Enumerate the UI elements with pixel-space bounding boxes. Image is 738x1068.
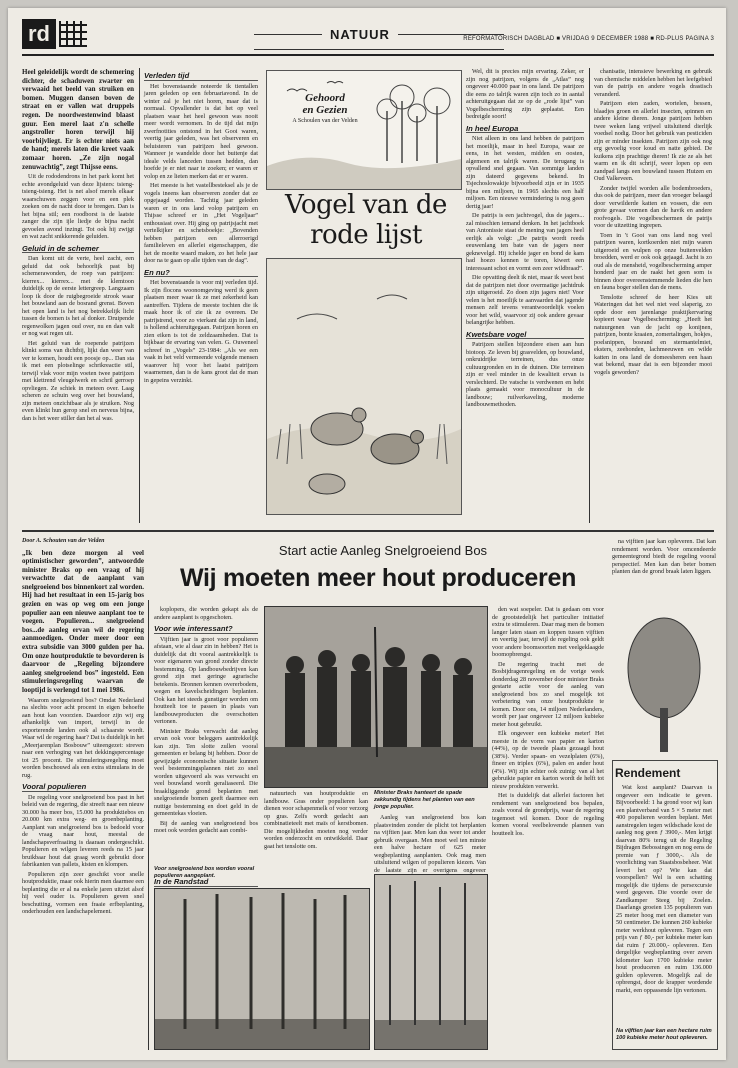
article2-paragraph: De regering tracht met de Bosbijdragenregeling en de vorige week donderdag 28 november door minister Braks gestarte actie voor de aanleg van snelgroeiend bos zo snel mogelijk tot verbetering van onze houtproduktie te komen. Door ons, 14 miljoen Nederlanders, wordt per jaar ongeveer 12 miljoen kubieke meter hout gebruikt. [492, 660, 604, 728]
publication-info: REFORMATORISCH DAGBLAD ■ VRIJDAG 9 DECEMBER 1988 ■ RD-PLUS PAGINA 3 [463, 36, 714, 42]
article1-column-2 [144, 68, 258, 523]
article2-column-1 [22, 538, 144, 1050]
article2-paragraph: den wat soepeler. Dat is gedaan om voor de grootstedelijk het particulier initiatief extra te stimuleren. Daar mag men de bomen langer laten staan en koppen tussen vijftien en veertig jaar, terwijl de regeling ook geldt voor andere boomsoorten met veelgeklaagde boomopbrengst. [492, 606, 604, 658]
article2-headline: Wij moeten meer hout produceren [179, 564, 577, 592]
article2-paragraph: Bij de aanleg van snelgroeiend bos moet ook worden gedacht aan combi- [154, 819, 258, 834]
article2-paragraph: Vijftien jaar is groot voor populieren afstaan, wie al daar zin in hebben? Het is duidelijk dat dit vooral aantrekkelijk is voor eigenaren van grond zonder directe bestemming. Op landbouwbedrijven kan grond zijn met geringe agrarische betekenis. Bronnen kennen overerbodem, wegen en kavelscheidingen beplanten. Ook kan het steeds gunstiger worden om houtteelt toe te passen in plaats van landbouwproducten die overschotten vertonen. [154, 635, 258, 725]
newspaper-page [8, 8, 726, 1060]
article2-column-3 [374, 814, 486, 874]
column-logo-line-2: en Gezien [302, 104, 348, 116]
article1-paragraph: Zonder twijfel worden alle bodembroeders, dus ook de patrijzen, meer dan vroeger belaagd door verwilderde katten en vossen, die een grote gevaar vormen dan de havik en andere roofvogels. Die vogelbeschermen de patrijs voor de uitzetting ingrepen. [594, 184, 712, 229]
article1-paragraph: Het bovenstaande noteerde ik tientallen jaren geleden op een februariavond. In de winter zal je het niet horen, maar dat is normaal. Opvallender is dat het op veel plaatsen waar het heel gewoon was nooit meer wordt vernomen. In de tijd dat mijn zwerfnotities ontstond in het Gooi waren, veertig jaar geleden, was het observeren en beluisteren van patrijzen heel gewoon. Wanneer je wandelde door het buitenje dat ideale velds lanceden tussen hedden, dan hoefde je er niet naar te zoeken; er waren er volop en ze lieten merken dat er er waren. [144, 82, 258, 180]
article1-paragraph: Het bovenstaande is voor mij verleden tijd. Ik zijn flocons woonomgeving werd ik geen plaatsen meer waar ik ze met zekerheid kan aantreffen. Tijdens de meeste tochten die ik maak hoor ik of zie ik ze overeen. De patrijstrend, voor zo vierkant dat zijn in land, is hollend achteruitgegaan. Patrijzen horen en zien eiken is tot de zeldzaamheden. Dat is bijkbaar de ervaring van velen. G. Ouweneel schreef in „Vogels” 23-1984: „Als we een vaak in het veld vermeende volgende mensen waarover hij voor het laatst patrijzen waarnemen, dan is de kans groot dat de man in gepeins verzinkt. [144, 279, 258, 384]
article2-paragraph: De regeling voor snelgroeiend bos past in het beleid van de regering, die streeft naar een nieuw 30.000 ha meer bos, 15.000 ha produktiebos en 20.000 km extra weg- en groenbeplanting. Aanplant van snelgroeiend bos is bedoeld voor de vraag naar hout, meestal de landschapsverfraaiing is daaraan ondergeschikt. Populieren en wilgen leveren reeds na 15 jaar bruikbaar hout dat graag wordt gebruikt door fabrikanten van pallets, kisten en klompen. [22, 793, 144, 869]
partridge-drawing [267, 259, 461, 514]
article2-paragraph: na vijftien jaar kan opleveren. Dat kan rendement worden. Voor omcendeerde gemeentegrond biedt de regeling vooral perspectief. Men kan dan beter bomen planten dan de grond braak laten liggen. [612, 538, 716, 575]
article1-headline: Vogel van de rode lijst [285, 190, 447, 250]
article-separator [22, 530, 714, 532]
article1-subheading: En nu? [144, 269, 258, 278]
article2-paragraph: Wat kost aanplant? Daarvan is ongeveer een indicatie te geven. Bijvoorbeeld: 1 ha grond voor wij kan een plantverband van 5 × 5 meter met 400 populieren worden beplant. Met aanstregelen tegen wildschade kost de aanleg nog geen ƒ 3900,-. Men krijgt daarvan 80% terug uit de Regeling Bijdragen Bebossingen en nog eens de premie van ƒ 3000,-. Als de voorlichting van Staatsbosbeheer. Wat levert het op? Wie kan dat voorspellen? Wel is een schatting mogelijk die tijdens de persexcursie werd gegeven. Die voorde over de Zandkamper Steeg bij Zoelen. Daarlangs groeien 135 populieren van 25 meter hoog met een diameter van 50 centimeter. De kunnen 260 kubieke meter werkhout opleveren. Tegen een prijs van ƒ 80,- per kubieke meter kan dat ruim ƒ 20.000,- opleveren. Een dergelijke wegbeplanting over zeven kilometer kan 1700 kubieke meter hout produceren en ruim 136.000 gulden opleveren. Mogelijk zal de opbrengst, door de krapper wordende markt, een oppassende lijn vertonen. [616, 784, 712, 994]
article1-paragraph: Niet alleen in ons land hebben de patrijzen het moeilijk, maar in heel Europa, waar ze eens, in het westen, midden en oosten, algemeen en talrijk waren. De terugang is opvallend snel gegaan. Van sommige landen zijn dateerd gegevens bekend. In Tsjechoslowakije bijvoorbeeld zijn er in 1935 bijna een miljoen, in 1965 slechts een half miljoen. Een nieuwe vermindering is nog geen dertig jaar! [466, 135, 584, 210]
article1-subheading: Geluid in de schemer [22, 245, 134, 254]
article2-kicker: Start actie Aanleg Snelgroeiend Bos [278, 543, 488, 558]
article1-paragraph: Tenslotte schreef de heer Kies uit Wateringen dat het wel niet veel slaperig, zo opde door een jarenlange praktijkervaring kopieert waar Vogelbescherming: „Heeft het natuurgenen van de jacht op konijnen, patrijzen, bonte kraaien, zomertalingen, hokjes, poelsnippen, bosrand en stermantelmiet, eksters, zeehonden, lachmeeuwen en wilde katten in ons land de domeesheren een haan wat bekend, maar dat is een bijzonder mooi vogels geworden? [594, 293, 712, 376]
article2-subheading: Vooral populieren [22, 783, 144, 792]
article2-paragraph: Minister Braks verwacht dat aanleg ervan ook voor beleggers aantrekkelijk kan zijn. Ten slotte zullen vooral gemeenten er belang bij hebben. Door de gewijzigde economische situatie kunnen veel bestemmingsplannen niet zo snel worden uitgevoerd als was verwacht en veel bouwland wordt geraliaseerd. Die braakliggende grond beplanten met snelgroeiende bomen geeft daarmee een nuttige bestemming en doet geld in de gemeentekas vloeien. [154, 727, 258, 817]
article1-paragraph: Patrijzen eten zaden, wortelen, bessen, blaadjes groen en allerlei insecten, spinnen en andere kleine dieren. Jonge patrijzen hebben twee weken lang vrijwel uitsluitend dierlijk voedsel nodig. Door het gebruik van pesticiden zijn er minder insekten. Patrijzen zijn ook nog erg gevoelig voor koud en natte gebied. De kuikens zijn prachtige dieren! Ik zie ze als het warm en ik dit schrijf, weer lopen op een zandpad langs een bouwland tussen Huizen en Oud Valkeveen. [594, 100, 712, 182]
column-logo-line-1: Gehoord [305, 92, 345, 104]
article1-paragraph: Dan komt uit de verte, heel zacht, een geluid dat ook behoorlijk past bij schemerawonden, de roep van patrijzen: kierrex... kierrex... met de klemtoon duidelijk op de eerste lettergreep. Langzaam loop ik door de ruigbegroeide strook waar het bouwland aan de bosrand grenst. Boven het open land is het nog betrekkelijk licht tussen de bomen is het al donker. Druipende regenwolken jagen oud over, nu en dan valt er nog wat regen uit. [22, 255, 134, 338]
photo-caption: Voor snelgroeiend bos worden vooral populieren aangeplant. [154, 866, 255, 879]
rendement-text [616, 784, 712, 1024]
photo-crowd [265, 607, 487, 787]
article2-paragraph: koplopers, die worden gekapt als de andere aanplant is opgeschoten. [154, 606, 258, 621]
article2-paragraph: Waarom snelgroeiend bos? Omdat Nederland na slechts voor acht procent in eigen behoefte aan hout kan voorzien. Daardoor zijn wij erg afhankelijk van import, terwijl in de exporterende landen ook al schaarste wordt. Waar wil de regering haar? Dat is duidelijk in het „Meerjarenplan Bosbouw” uiteengezet: streven naar een verhoging van het dekkingspercentage tot 25 procent. De stimuleringsregeling moet worden beschouwd als een extra stimulans in de rug. [22, 696, 145, 779]
article1-paragraph: Die opvatting deelt ik niet, maar ik weet best dat de patrijzen niet door overmatige jachtdruk zijn uitgeroeid. Zo doen zijn jagers niet! Voor velen is het moeilijk te aanvaarden dat jagende mensen zelf tevens verantwoordelijk voelen voor het wild, waarvoor zij ook andere gevaar belangrijke hebben. [466, 274, 584, 326]
article2-paragraph: Aanleg van snelgroeiend bos kan plaatsvinden zonder de plicht tot herplanten na vijftien jaar. Men kan dus weer tot ander gebruik overgaan. Men moet wel ten minste een halve hectare of 625 meter wegbeplanting aanplanten. Ook mag men uitsluitend wilgen of populieren kiezen. Van de laatste zijn er overigens ongeveer [374, 814, 486, 874]
column-rule [589, 68, 590, 523]
article1-subheading: Verleden tijd [144, 72, 258, 81]
article1-subheading: Kwetsbare vogel [466, 331, 584, 340]
partridge-illustration [266, 258, 462, 515]
article1-paragraph: chanisatie, intensieve bewerking en gebruik van chemische middelen hebben het leefgebied van de patrijs en andere vogels drastisch veranderd. [594, 68, 712, 98]
article1-subheading: In heel Europa [466, 125, 584, 134]
photo-caption: Minister Braks hanteert de spade zakkundig tijdens het planten van een jonge populier. [374, 790, 475, 810]
column-logo [276, 92, 374, 138]
article2-paragraph: Het is duidelijk dat allerlei factoren het rendement van snelgroeiend bos bepalen, zoals vooral de grondprijs, waar de regering tegemoet wil komen. Door de regeling komen vooral veelbelovende plannen van houtteelt los. [492, 792, 604, 837]
article1-column-4 [594, 68, 712, 523]
article2-column-2 [154, 606, 258, 864]
rendement-heading: Rendement [615, 766, 681, 780]
column-rule [148, 600, 149, 1050]
article2-column-4 [492, 606, 604, 1054]
article2-paragraph: Populieren zijn zeer geschikt voor snelle houtproduktie, maar ook hierin men daarmee een beplanting die er al na enkele jaren uitziet alsof hij veel ouder is. Populieren geven snel beschutting, vormen een fraaie erfbeplanting, onderhouden een landschapelement. [22, 870, 144, 916]
article1-paragraph: Het meeste is het vastellbesteksel als je de vogels ineens kan observeren zonder dat ze opgejaagd worden. Tachtig jaar geleden waren er in ons land volop patrijzen en Thijsse schreef er in „Het Vogeljaar” enthousiast over. Hij ging op patrijsjacht met vertelkijker en schetsboekje: „Bovenden hebben patrijzen een allerroerigd familieleven en allerlei eigenschappen, die het de moeite waard maken, zo het hele jaar door na te gaan op alle tijden van de dag”. [144, 182, 258, 264]
article2-lead: „Ik ben deze morgen al veel optimistischer geworden”, antwoordde minister Braks op een vraag of hij verwachtte dat de aanplant van snelgroeiend bos binnenkort zal worden. Hij had het resultaat in een 15-jarig bos gezien en was op weg om een jonge populier aan een nieuwe aanplant toe te voegen. Populieren... snelgroeiend bos...de aanleg ervan wil de regering aanmoedigen. Onder meer door een extra subsidie van 3000 gulden per ha. Om onze houtproduktie te bevorderen is daarvoor de „Regeling bijzondere aanleg snelgroeiend bos” ingesteld. Een stimuleringsregeling waarvan de looptijd is verlengd tot 1 mei 1986. [22, 548, 144, 694]
tree-drawing [618, 612, 710, 756]
masthead [22, 18, 714, 56]
article1-paragraph: Wel, dit is precies mijn ervaring. Zeker, er zijn nog patrijzen, volgens de „Atlas” nog ongeveer 40.000 paar in ons land. De patrijzen die eens zo talrijk waren zijn toch zo in aantal achteruitgegaan dat ze op de „rode lijst” van Vogelbescherming zijn geplaatst. Een bedreigde soort! [466, 68, 584, 120]
poplar-trunks-right [375, 875, 487, 1049]
column-logo-author: A Schoulen van der Velden [292, 118, 358, 124]
article2-column-5 [612, 538, 716, 608]
article1-paragraph: Het geluid van de roepende patrijzen klinkt soms van dichtbij, lijkt dan weer van ver te komen, houdt een poosje op... Dan sta ik met een plotselinge schrikreactie stil, terwijl vlak voor mijn voeten twee patrijzen met klettrend vleugelwerk en schril gerroep opvliegen. Ze schiek in meteen over. Laag scheren ze schuin weg over het bouwland, zijn meteen onzichtbaar als je struiken. Nog even klinkt hun gerop snel en nerveus bijna, dan is het weer stiller dan het al was. [22, 339, 134, 422]
poplar-tree-illustration [618, 612, 710, 756]
poplar-forest-photo-left [154, 888, 370, 1050]
article1-column-1 [22, 68, 134, 523]
article2-paragraph: Elk ongeveer een kubieke meter! Het meeste in de vorm van papier en karton (44%), op de tweede plaats gezaagd hout (38%). Verder spaan- en vezelplaten (6%), fineer en triplex (6%), palen en ander hout (4%). Wij zijn echter ook zuinig: van al het gebruikte papier en karton wordt de helft tot nieuw produkten verwerkt. [492, 730, 604, 790]
article1-paragraph: Patrijzen stellen bijzondere eisen aan hun biotoop. Ze leven bij grasvelden, op bouwland, onkruidrijke terreinen, dus onze cultuurgronden en in de duinen. Die terreinen zijn er veel minder in de kwaliteit ervan is verslechterd. De vatsche is verdwenen en hebt plaats gemaakt voor monocultuur in de landbouw; ruilverkaveling, moderne landbouwmethoden. [466, 341, 584, 408]
poplar-forest-photo-right [374, 874, 488, 1050]
rd-logo [22, 18, 98, 50]
article1-column-3 [466, 68, 584, 523]
article2-paragraph: natuurtech van houtproduktie en landbouw. Gras onder populieren kan dienen voor schapenmelk of voor verzorg op gras. Zelfs wordt gedacht aan combinatieteelt met maïs of kerstbomen. Die mogelijkheden moeten nog verder worden onderzocht en ontwikkeld. Daar gaat het tenslotte om. [264, 790, 368, 850]
minister-planting-photo [264, 606, 488, 788]
logo-grid-icon [59, 21, 87, 47]
logo-text: rd [22, 19, 56, 49]
article2-byline: Door A. Schouten van der Velden [22, 538, 105, 544]
photo-caption: Na vijftien jaar kan een hectare ruim 100 kubieke meter hout opleveren. [616, 1028, 712, 1041]
column-rule [139, 68, 140, 523]
article1-paragraph: Toen in 't Gooi van ons land nog veel patrijzen waren, kortkoerden niet mijn waren uitgeroeid en wulpen op onze buitenvelden broedden, werd er ook ook gejaagd. Jacht is zo oud als de mensheid, vogelbescherming amper honderd jaar en de raakt het geen som is binnen door overeenstemmende lieden die hen en fauna boger stellen dan de mens. [594, 231, 712, 291]
article2-subheading: Voor wie interessant? [154, 625, 258, 634]
article1-paragraph: Uit de rododendrons in het park komt het echte avondgeluid van deze lijsters: tsieng-tsieng-tsieng. Het is net alsof merels elkaar waarschuwen zeggen voor en een plek zoeken om de nacht door te brengen. Dan is het bijna stil; een roodborst is de laatste zanger die zijn ijle liedje de bijna nacht gevoelen avond inzingt. Tot ook hij zwijgt en wat zacht snikkerende geluiden. [22, 173, 134, 241]
article2-photo-text [264, 790, 368, 854]
section-title: NATUUR [322, 27, 398, 42]
article1-paragraph: De patrijs is een jachtvogel, dus de jagers... zal misschien iemand denken. In het jachtboek van Antonissie staat de mening van jagers heel eerlijk als volgt: „De patrijs wordt reeds eeuwenlang ten bate van de jagers neer geknevelgd. Hij ichelde jager en bond de kam had hoezo kennen te toren, kiwert een interessant schot en vormt een zeer wildbraad”. [466, 212, 584, 272]
article1-lead: Heel geleidelijk wordt de schemering dichter, de schaduwen zwarter en verwaaid het beeld van struiken en bomen. Muggen dansen boven de straat en er vallen wat druppels regen. De noordwestenwind blaast guur. Een merel laat z'n schelle angstroller horen terwijl hij voorbijvliegt. Er is echter niets aan de hand; merels laten die kreet vaak zomaar horen. „Ze zijn nogal zenuwachtig”, zegt Thijsse eens. [22, 68, 134, 171]
article2-subheading: In de Randstad [154, 878, 258, 887]
poplar-trunks-left [155, 889, 369, 1049]
